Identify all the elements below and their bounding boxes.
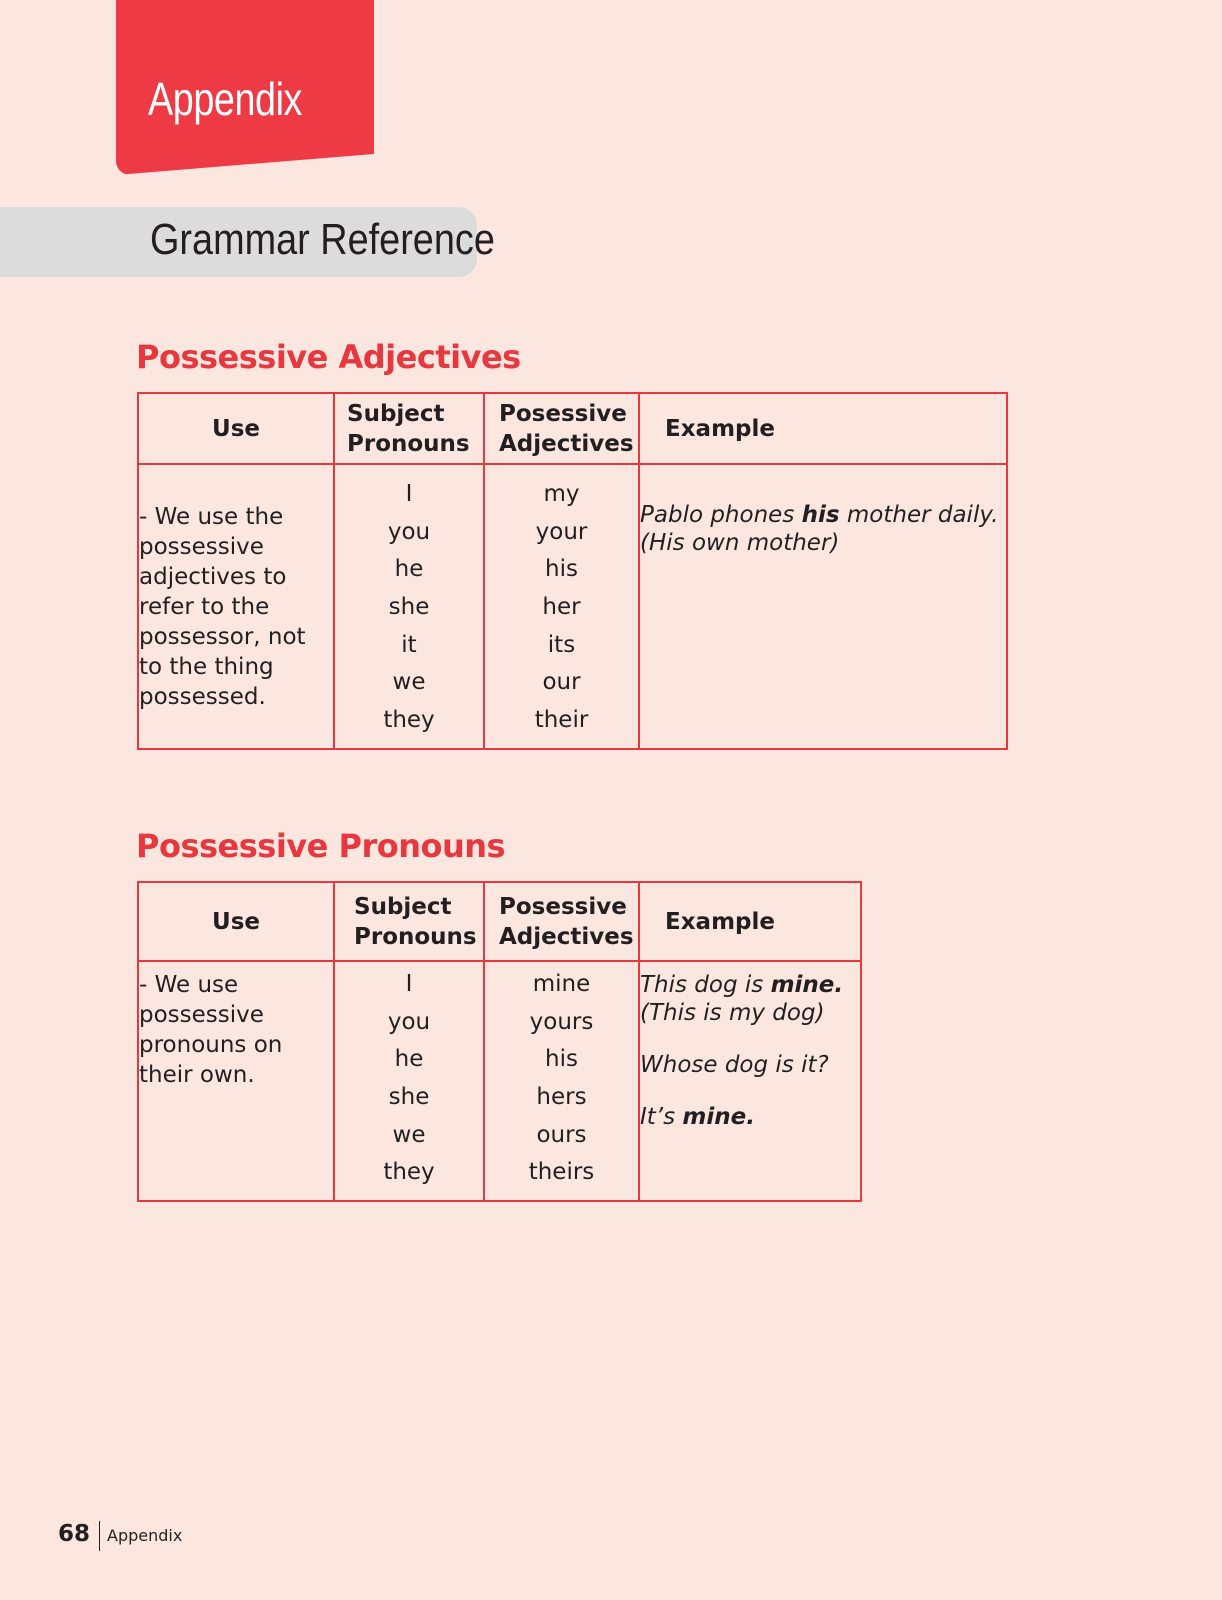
list-item: my xyxy=(543,481,580,507)
list-item: theirs xyxy=(528,1159,595,1186)
possessive-pronouns-table xyxy=(137,881,862,1202)
table-header-row xyxy=(138,393,1007,464)
header-use: Use xyxy=(138,882,334,961)
grammar-reference-title: Grammar Reference xyxy=(150,215,495,264)
use-description: - We use the possessive adjectives to refer to the possessor, not to the thing possessed. xyxy=(138,464,334,749)
header-possessive-adjectives: Posessive Adjectives xyxy=(484,882,639,961)
list-item: your xyxy=(535,518,588,545)
footer-label: Appendix xyxy=(107,1526,183,1545)
list-item: its xyxy=(547,631,576,658)
list-item: his xyxy=(545,556,578,583)
header-subject-pronouns: Subject Pronouns xyxy=(334,882,484,961)
page-number: 68 xyxy=(58,1521,91,1547)
example-note: (His own mother) xyxy=(640,530,840,556)
header-possessive-adjectives: Posessive Adjectives xyxy=(484,393,639,464)
list-item: I xyxy=(405,971,413,997)
example-sentence: This dog is mine. xyxy=(640,972,844,998)
list-item: our xyxy=(542,669,581,696)
example-sentence: Pablo phones his mother daily. xyxy=(640,502,999,528)
header-example: Example xyxy=(639,882,861,961)
subject-pronouns-list xyxy=(334,961,484,1201)
table-header-row xyxy=(138,882,861,961)
list-item: they xyxy=(383,707,435,734)
list-item: he xyxy=(394,556,424,583)
footer-divider xyxy=(99,1521,100,1551)
list-item: he xyxy=(394,1046,424,1073)
possessive-adjectives-table xyxy=(137,392,1008,750)
list-item: ours xyxy=(536,1121,587,1148)
table-row xyxy=(138,464,1007,749)
list-item: we xyxy=(392,669,426,696)
table-row xyxy=(138,961,861,1201)
list-item: her xyxy=(542,594,581,621)
example-question: Whose dog is it? xyxy=(640,1052,829,1078)
list-item: mine xyxy=(532,971,591,997)
list-item: we xyxy=(392,1121,426,1148)
header-subject-pronouns: Subject Pronouns xyxy=(334,393,484,464)
section-title-possessive-adjectives: Possessive Adjectives xyxy=(136,338,521,376)
list-item: you xyxy=(387,518,431,545)
list-item: yours xyxy=(529,1008,594,1035)
appendix-tab-title: Appendix xyxy=(148,73,303,125)
list-item: I xyxy=(405,481,413,507)
list-item: it xyxy=(401,631,417,658)
list-item: his xyxy=(545,1046,578,1073)
example-answer: It’s mine. xyxy=(640,1104,755,1130)
example-cell xyxy=(639,464,1007,749)
example-note: (This is my dog) xyxy=(640,1000,825,1026)
subject-pronouns-list xyxy=(334,464,484,749)
header-use: Use xyxy=(138,393,334,464)
list-item: they xyxy=(383,1159,435,1186)
list-item: their xyxy=(534,707,589,734)
use-description: - We use possessive pronouns on their own. xyxy=(138,961,334,1201)
list-item: she xyxy=(388,594,430,621)
possessive-adjectives-list xyxy=(484,464,639,749)
example-cell xyxy=(639,961,861,1201)
section-title-possessive-pronouns: Possessive Pronouns xyxy=(136,827,506,865)
possessive-pronouns-list xyxy=(484,961,639,1201)
list-item: hers xyxy=(536,1084,587,1111)
header-example: Example xyxy=(639,393,1007,464)
list-item: you xyxy=(387,1008,431,1035)
list-item: she xyxy=(388,1084,430,1111)
